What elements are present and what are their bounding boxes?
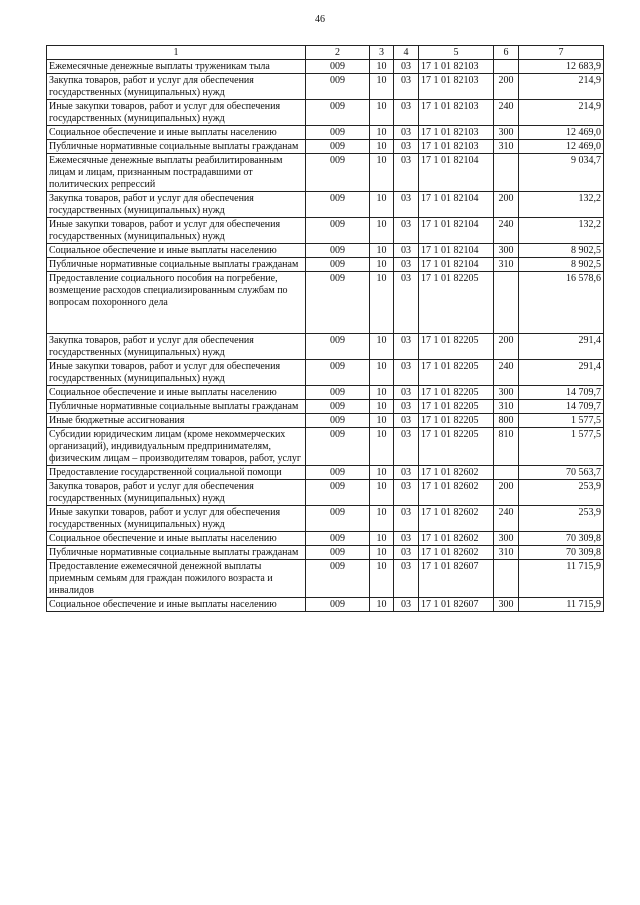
section-code: 10 [370, 546, 394, 560]
target-article-code: 17 1 01 82104 [419, 218, 494, 244]
target-article-code: 17 1 01 82104 [419, 258, 494, 272]
expense-type-code: 310 [494, 140, 519, 154]
column-header: 7 [519, 46, 604, 60]
amount: 70 309,8 [519, 532, 604, 546]
subsection-code: 03 [394, 74, 419, 100]
target-article-code: 17 1 01 82205 [419, 272, 494, 334]
section-code: 10 [370, 480, 394, 506]
expense-type-code: 810 [494, 428, 519, 466]
column-header: 1 [47, 46, 306, 60]
subsection-code: 03 [394, 258, 419, 272]
expense-type-code: 310 [494, 546, 519, 560]
subsection-code: 03 [394, 386, 419, 400]
admin-code: 009 [306, 598, 370, 612]
expense-type-code: 240 [494, 506, 519, 532]
subsection-code: 03 [394, 126, 419, 140]
section-code: 10 [370, 272, 394, 334]
target-article-code: 17 1 01 82205 [419, 400, 494, 414]
admin-code: 009 [306, 506, 370, 532]
amount: 8 902,5 [519, 258, 604, 272]
amount: 132,2 [519, 218, 604, 244]
admin-code: 009 [306, 386, 370, 400]
admin-code: 009 [306, 192, 370, 218]
table-row [47, 244, 604, 258]
amount: 9 034,7 [519, 154, 604, 192]
expense-type-code: 200 [494, 480, 519, 506]
expense-type-code [494, 466, 519, 480]
table-header-row [47, 46, 604, 60]
table-row [47, 466, 604, 480]
table-row [47, 218, 604, 244]
subsection-code: 03 [394, 598, 419, 612]
expense-type-code: 240 [494, 360, 519, 386]
admin-code: 009 [306, 480, 370, 506]
expense-type-code: 800 [494, 414, 519, 428]
amount: 291,4 [519, 334, 604, 360]
section-code: 10 [370, 126, 394, 140]
table-row [47, 560, 604, 598]
expense-type-code [494, 272, 519, 334]
admin-code: 009 [306, 466, 370, 480]
target-article-code: 17 1 01 82607 [419, 598, 494, 612]
subsection-code: 03 [394, 466, 419, 480]
subsection-code: 03 [394, 140, 419, 154]
admin-code: 009 [306, 258, 370, 272]
expense-type-code [494, 560, 519, 598]
subsection-code: 03 [394, 546, 419, 560]
row-name: Закупка товаров, работ и услуг для обеспечения государственных (муниципальных) нужд [47, 192, 306, 218]
amount: 12 469,0 [519, 140, 604, 154]
admin-code: 009 [306, 100, 370, 126]
row-name: Предоставление социального пособия на погребение, возмещение расходов специализированным службам по вопросам похоронного дела [47, 272, 306, 334]
target-article-code: 17 1 01 82602 [419, 546, 494, 560]
expense-type-code: 200 [494, 334, 519, 360]
row-name: Закупка товаров, работ и услуг для обеспечения государственных (муниципальных) нужд [47, 74, 306, 100]
subsection-code: 03 [394, 218, 419, 244]
expense-type-code: 310 [494, 400, 519, 414]
amount: 253,9 [519, 506, 604, 532]
section-code: 10 [370, 414, 394, 428]
amount: 214,9 [519, 74, 604, 100]
subsection-code: 03 [394, 414, 419, 428]
admin-code: 009 [306, 334, 370, 360]
table-row [47, 140, 604, 154]
admin-code: 009 [306, 414, 370, 428]
column-header: 4 [394, 46, 419, 60]
amount: 253,9 [519, 480, 604, 506]
target-article-code: 17 1 01 82602 [419, 532, 494, 546]
row-name: Ежемесячные денежные выплаты реабилитированным лицам и лицам, признанным пострадавшими от политических репрессий [47, 154, 306, 192]
table-row [47, 400, 604, 414]
section-code: 10 [370, 100, 394, 126]
table-row [47, 428, 604, 466]
expense-type-code: 300 [494, 126, 519, 140]
subsection-code: 03 [394, 60, 419, 74]
expense-type-code [494, 154, 519, 192]
section-code: 10 [370, 428, 394, 466]
subsection-code: 03 [394, 100, 419, 126]
table-row [47, 258, 604, 272]
row-name: Публичные нормативные социальные выплаты гражданам [47, 140, 306, 154]
amount: 1 577,5 [519, 414, 604, 428]
target-article-code: 17 1 01 82205 [419, 414, 494, 428]
section-code: 10 [370, 360, 394, 386]
table-row [47, 272, 604, 334]
expense-type-code: 240 [494, 218, 519, 244]
section-code: 10 [370, 60, 394, 74]
admin-code: 009 [306, 400, 370, 414]
admin-code: 009 [306, 428, 370, 466]
target-article-code: 17 1 01 82205 [419, 334, 494, 360]
row-name: Иные закупки товаров, работ и услуг для обеспечения государственных (муниципальных) нужд [47, 100, 306, 126]
subsection-code: 03 [394, 360, 419, 386]
subsection-code: 03 [394, 334, 419, 360]
row-name: Закупка товаров, работ и услуг для обеспечения государственных (муниципальных) нужд [47, 480, 306, 506]
expense-type-code: 240 [494, 100, 519, 126]
amount: 14 709,7 [519, 400, 604, 414]
target-article-code: 17 1 01 82205 [419, 360, 494, 386]
expense-type-code: 300 [494, 532, 519, 546]
amount: 16 578,6 [519, 272, 604, 334]
admin-code: 009 [306, 244, 370, 258]
admin-code: 009 [306, 140, 370, 154]
target-article-code: 17 1 01 82205 [419, 428, 494, 466]
table-row [47, 532, 604, 546]
amount: 11 715,9 [519, 598, 604, 612]
row-name: Публичные нормативные социальные выплаты гражданам [47, 546, 306, 560]
admin-code: 009 [306, 532, 370, 546]
target-article-code: 17 1 01 82103 [419, 100, 494, 126]
table-row [47, 334, 604, 360]
subsection-code: 03 [394, 244, 419, 258]
table-row [47, 414, 604, 428]
amount: 12 469,0 [519, 126, 604, 140]
target-article-code: 17 1 01 82602 [419, 506, 494, 532]
row-name: Иные закупки товаров, работ и услуг для обеспечения государственных (муниципальных) нужд [47, 360, 306, 386]
admin-code: 009 [306, 560, 370, 598]
table-row [47, 506, 604, 532]
target-article-code: 17 1 01 82104 [419, 244, 494, 258]
row-name: Закупка товаров, работ и услуг для обеспечения государственных (муниципальных) нужд [47, 334, 306, 360]
admin-code: 009 [306, 60, 370, 74]
row-name: Субсидии юридическим лицам (кроме некоммерческих организаций), индивидуальным предпринимателям, физическим лицам – производителям товаров, работ, услуг [47, 428, 306, 466]
row-name: Предоставление ежемесячной денежной выплаты приемным семьям для граждан пожилого возраста и инвалидов [47, 560, 306, 598]
column-header: 5 [419, 46, 494, 60]
subsection-code: 03 [394, 532, 419, 546]
target-article-code: 17 1 01 82103 [419, 74, 494, 100]
table-row [47, 386, 604, 400]
column-header: 2 [306, 46, 370, 60]
table-body [47, 60, 604, 612]
amount: 14 709,7 [519, 386, 604, 400]
amount: 214,9 [519, 100, 604, 126]
target-article-code: 17 1 01 82602 [419, 480, 494, 506]
section-code: 10 [370, 466, 394, 480]
subsection-code: 03 [394, 272, 419, 334]
admin-code: 009 [306, 154, 370, 192]
section-code: 10 [370, 598, 394, 612]
section-code: 10 [370, 244, 394, 258]
table-row [47, 360, 604, 386]
admin-code: 009 [306, 272, 370, 334]
section-code: 10 [370, 192, 394, 218]
expense-type-code: 310 [494, 258, 519, 272]
target-article-code: 17 1 01 82104 [419, 154, 494, 192]
table-row [47, 60, 604, 74]
expense-type-code: 300 [494, 386, 519, 400]
row-name: Социальное обеспечение и иные выплаты населению [47, 386, 306, 400]
section-code: 10 [370, 218, 394, 244]
row-name: Предоставление государственной социальной помощи [47, 466, 306, 480]
table-row [47, 598, 604, 612]
subsection-code: 03 [394, 428, 419, 466]
admin-code: 009 [306, 126, 370, 140]
row-name: Ежемесячные денежные выплаты труженикам тыла [47, 60, 306, 74]
section-code: 10 [370, 560, 394, 598]
column-header: 6 [494, 46, 519, 60]
row-name: Иные бюджетные ассигнования [47, 414, 306, 428]
subsection-code: 03 [394, 192, 419, 218]
target-article-code: 17 1 01 82205 [419, 386, 494, 400]
table-row [47, 480, 604, 506]
table-row [47, 192, 604, 218]
target-article-code: 17 1 01 82607 [419, 560, 494, 598]
table-row [47, 154, 604, 192]
row-name: Публичные нормативные социальные выплаты гражданам [47, 400, 306, 414]
admin-code: 009 [306, 360, 370, 386]
table-row [47, 100, 604, 126]
section-code: 10 [370, 258, 394, 272]
row-name: Социальное обеспечение и иные выплаты населению [47, 244, 306, 258]
target-article-code: 17 1 01 82104 [419, 192, 494, 218]
expense-type-code: 300 [494, 598, 519, 612]
amount: 132,2 [519, 192, 604, 218]
budget-table [46, 45, 604, 612]
expense-type-code [494, 60, 519, 74]
subsection-code: 03 [394, 560, 419, 598]
section-code: 10 [370, 334, 394, 360]
page-number: 46 [315, 14, 325, 25]
target-article-code: 17 1 01 82103 [419, 60, 494, 74]
amount: 70 563,7 [519, 466, 604, 480]
section-code: 10 [370, 532, 394, 546]
admin-code: 009 [306, 218, 370, 244]
expense-type-code: 300 [494, 244, 519, 258]
row-name: Иные закупки товаров, работ и услуг для обеспечения государственных (муниципальных) нужд [47, 218, 306, 244]
subsection-code: 03 [394, 154, 419, 192]
section-code: 10 [370, 400, 394, 414]
row-name: Иные закупки товаров, работ и услуг для обеспечения государственных (муниципальных) нужд [47, 506, 306, 532]
amount: 11 715,9 [519, 560, 604, 598]
table-row [47, 126, 604, 140]
section-code: 10 [370, 154, 394, 192]
row-name: Социальное обеспечение и иные выплаты населению [47, 532, 306, 546]
table-row [47, 546, 604, 560]
amount: 70 309,8 [519, 546, 604, 560]
expense-type-code: 200 [494, 192, 519, 218]
subsection-code: 03 [394, 400, 419, 414]
subsection-code: 03 [394, 480, 419, 506]
target-article-code: 17 1 01 82103 [419, 126, 494, 140]
amount: 291,4 [519, 360, 604, 386]
section-code: 10 [370, 386, 394, 400]
section-code: 10 [370, 506, 394, 532]
section-code: 10 [370, 74, 394, 100]
table-row [47, 74, 604, 100]
row-name: Социальное обеспечение и иные выплаты населению [47, 126, 306, 140]
amount: 1 577,5 [519, 428, 604, 466]
admin-code: 009 [306, 546, 370, 560]
row-name: Публичные нормативные социальные выплаты гражданам [47, 258, 306, 272]
row-name: Социальное обеспечение и иные выплаты населению [47, 598, 306, 612]
amount: 12 683,9 [519, 60, 604, 74]
admin-code: 009 [306, 74, 370, 100]
target-article-code: 17 1 01 82602 [419, 466, 494, 480]
expense-type-code: 200 [494, 74, 519, 100]
target-article-code: 17 1 01 82103 [419, 140, 494, 154]
column-header: 3 [370, 46, 394, 60]
subsection-code: 03 [394, 506, 419, 532]
amount: 8 902,5 [519, 244, 604, 258]
section-code: 10 [370, 140, 394, 154]
